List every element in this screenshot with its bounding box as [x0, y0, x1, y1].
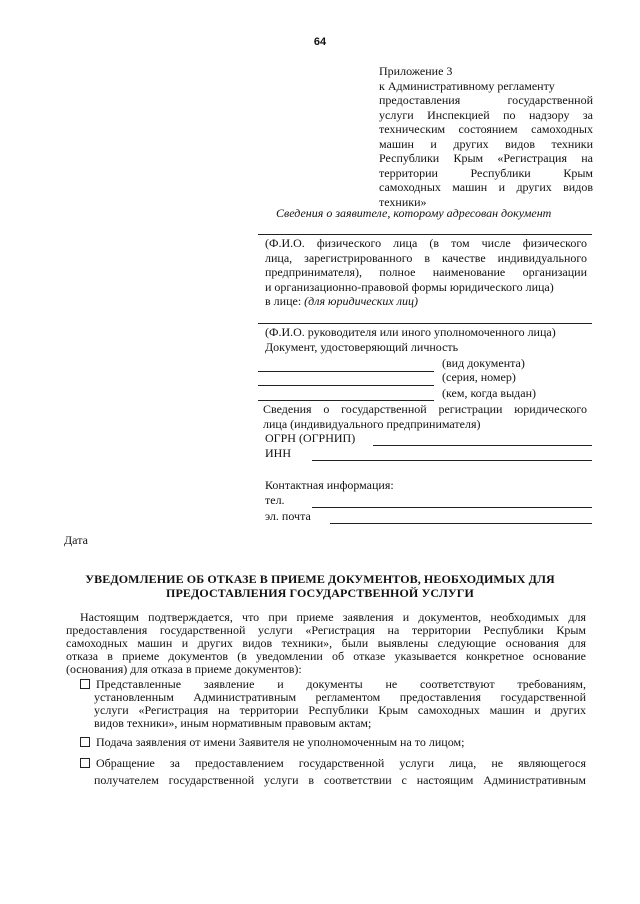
registration-line: Сведения о государственной регистрации юридического [263, 402, 587, 416]
date-label: Дата [64, 533, 88, 547]
reason-text: Обращение за предоставлением государственной услуги лица, не являющегося [96, 756, 586, 770]
reason-checkbox[interactable] [80, 758, 90, 768]
page-number: 64 [313, 36, 327, 48]
inn-field[interactable] [312, 460, 592, 461]
inn-label: ИНН [265, 446, 291, 460]
email-field[interactable] [330, 523, 592, 524]
notice-title [60, 572, 580, 600]
email-label: эл. почта [265, 509, 311, 523]
reason-checkbox[interactable] [80, 737, 90, 747]
intro-line: Настоящим подтверждается, что при приеме заявления и документов, необходимых для [80, 610, 586, 624]
reason-line: услуги «Регистрация на территории Республики Крым самоходных машин и других [94, 703, 586, 717]
annex-line: к Административному регламенту [379, 78, 555, 93]
hint-line: и организационно-правовой формы юридического лица) [265, 279, 554, 294]
addressee-caption: Сведения о заявителе, которому адресован документ [276, 206, 552, 220]
ogrn-field[interactable] [373, 445, 592, 446]
notice-title-line: ПРЕДОСТАВЛЕНИЯ ГОСУДАРСТВЕННОЙ УСЛУГИ [166, 586, 474, 600]
represented-note: (для юридических лиц) [304, 294, 418, 309]
phone-field[interactable] [312, 507, 592, 508]
doc-type-field[interactable] [258, 371, 434, 372]
id-document-label: Документ, удостоверяющий личность [265, 340, 459, 354]
ogrn-label: ОГРН (ОГРНИП) [265, 431, 356, 445]
reason-checkbox[interactable] [80, 679, 90, 689]
intro-line: предоставления государственной услуги «Регистрация на территории Республики Крым [66, 623, 586, 637]
annex-line: техники» [379, 194, 427, 209]
registration-info [263, 402, 587, 431]
annex-line: Приложение 3 [379, 64, 453, 78]
notice-title-line: УВЕДОМЛЕНИЕ ОБ ОТКАЗЕ В ПРИЕМЕ ДОКУМЕНТОВ, НЕОБХОДИМЫХ ДЛЯ [85, 572, 555, 586]
reason-text: Подача заявления от имени Заявителя не уполномоченным на то лицом; [96, 735, 465, 749]
intro-line: отказа в приеме документов (в уведомлении об отказе указывается конкретное основание [66, 649, 586, 663]
doc-series-label: (серия, номер) [442, 370, 516, 384]
manager-hint: (Ф.И.О. руководителя или иного уполномоченного лица) [265, 325, 556, 339]
hint-line: лица, зарегистрированного в качестве индивидуального [265, 250, 587, 265]
reason-line: установленным Административным регламентом предоставления государственной [94, 690, 586, 704]
phone-label: тел. [265, 493, 285, 507]
represented-line [265, 294, 587, 309]
annex-header [379, 64, 593, 209]
annex-line: Республики Крым «Регистрация на [379, 151, 593, 165]
intro-line: самоходных машин и других видов техники», были выявлены следующие основания для [66, 636, 586, 650]
applicant-name-hint [265, 236, 587, 309]
applicant-name-field[interactable] [258, 234, 592, 235]
annex-line: территории Республики Крым [379, 165, 593, 180]
contact-title: Контактная информация: [265, 478, 394, 492]
annex-line: машин и других видов техники [379, 136, 593, 151]
reason-line: получателем государственной услуги в соответствии с настоящим Административным [94, 773, 586, 787]
annex-line: техническим состоянием самоходных [379, 122, 593, 136]
manager-name-field[interactable] [258, 323, 592, 324]
represented-prefix: в лице: [265, 294, 305, 309]
annex-line: услуги Инспекцией по надзору за [379, 107, 593, 122]
doc-type-label: (вид документа) [442, 356, 525, 370]
reason-line [80, 755, 586, 772]
intro-paragraph [66, 611, 586, 676]
annex-line: самоходных машин и других видов [379, 180, 593, 194]
doc-series-field[interactable] [258, 385, 434, 386]
hint-line: (Ф.И.О. физического лица (в том числе физического [265, 236, 587, 250]
annex-line: предоставления государственной [379, 93, 593, 107]
reason-item [80, 678, 586, 730]
intro-line: (основания) для отказа в приеме документов): [66, 662, 302, 676]
doc-issued-field[interactable] [258, 400, 434, 401]
doc-issued-label: (кем, когда выдан) [442, 386, 537, 400]
reason-line: видов техники», иным нормативным правовым актам; [94, 716, 372, 730]
reason-item [80, 736, 464, 749]
reason-item [80, 755, 586, 789]
registration-line: лица (индивидуального предпринимателя) [263, 416, 481, 431]
hint-line: предпринимателя), полное наименование организации [265, 265, 587, 280]
reason-text: Представленные заявление и документы не соответствуют требованиям, [96, 677, 586, 691]
